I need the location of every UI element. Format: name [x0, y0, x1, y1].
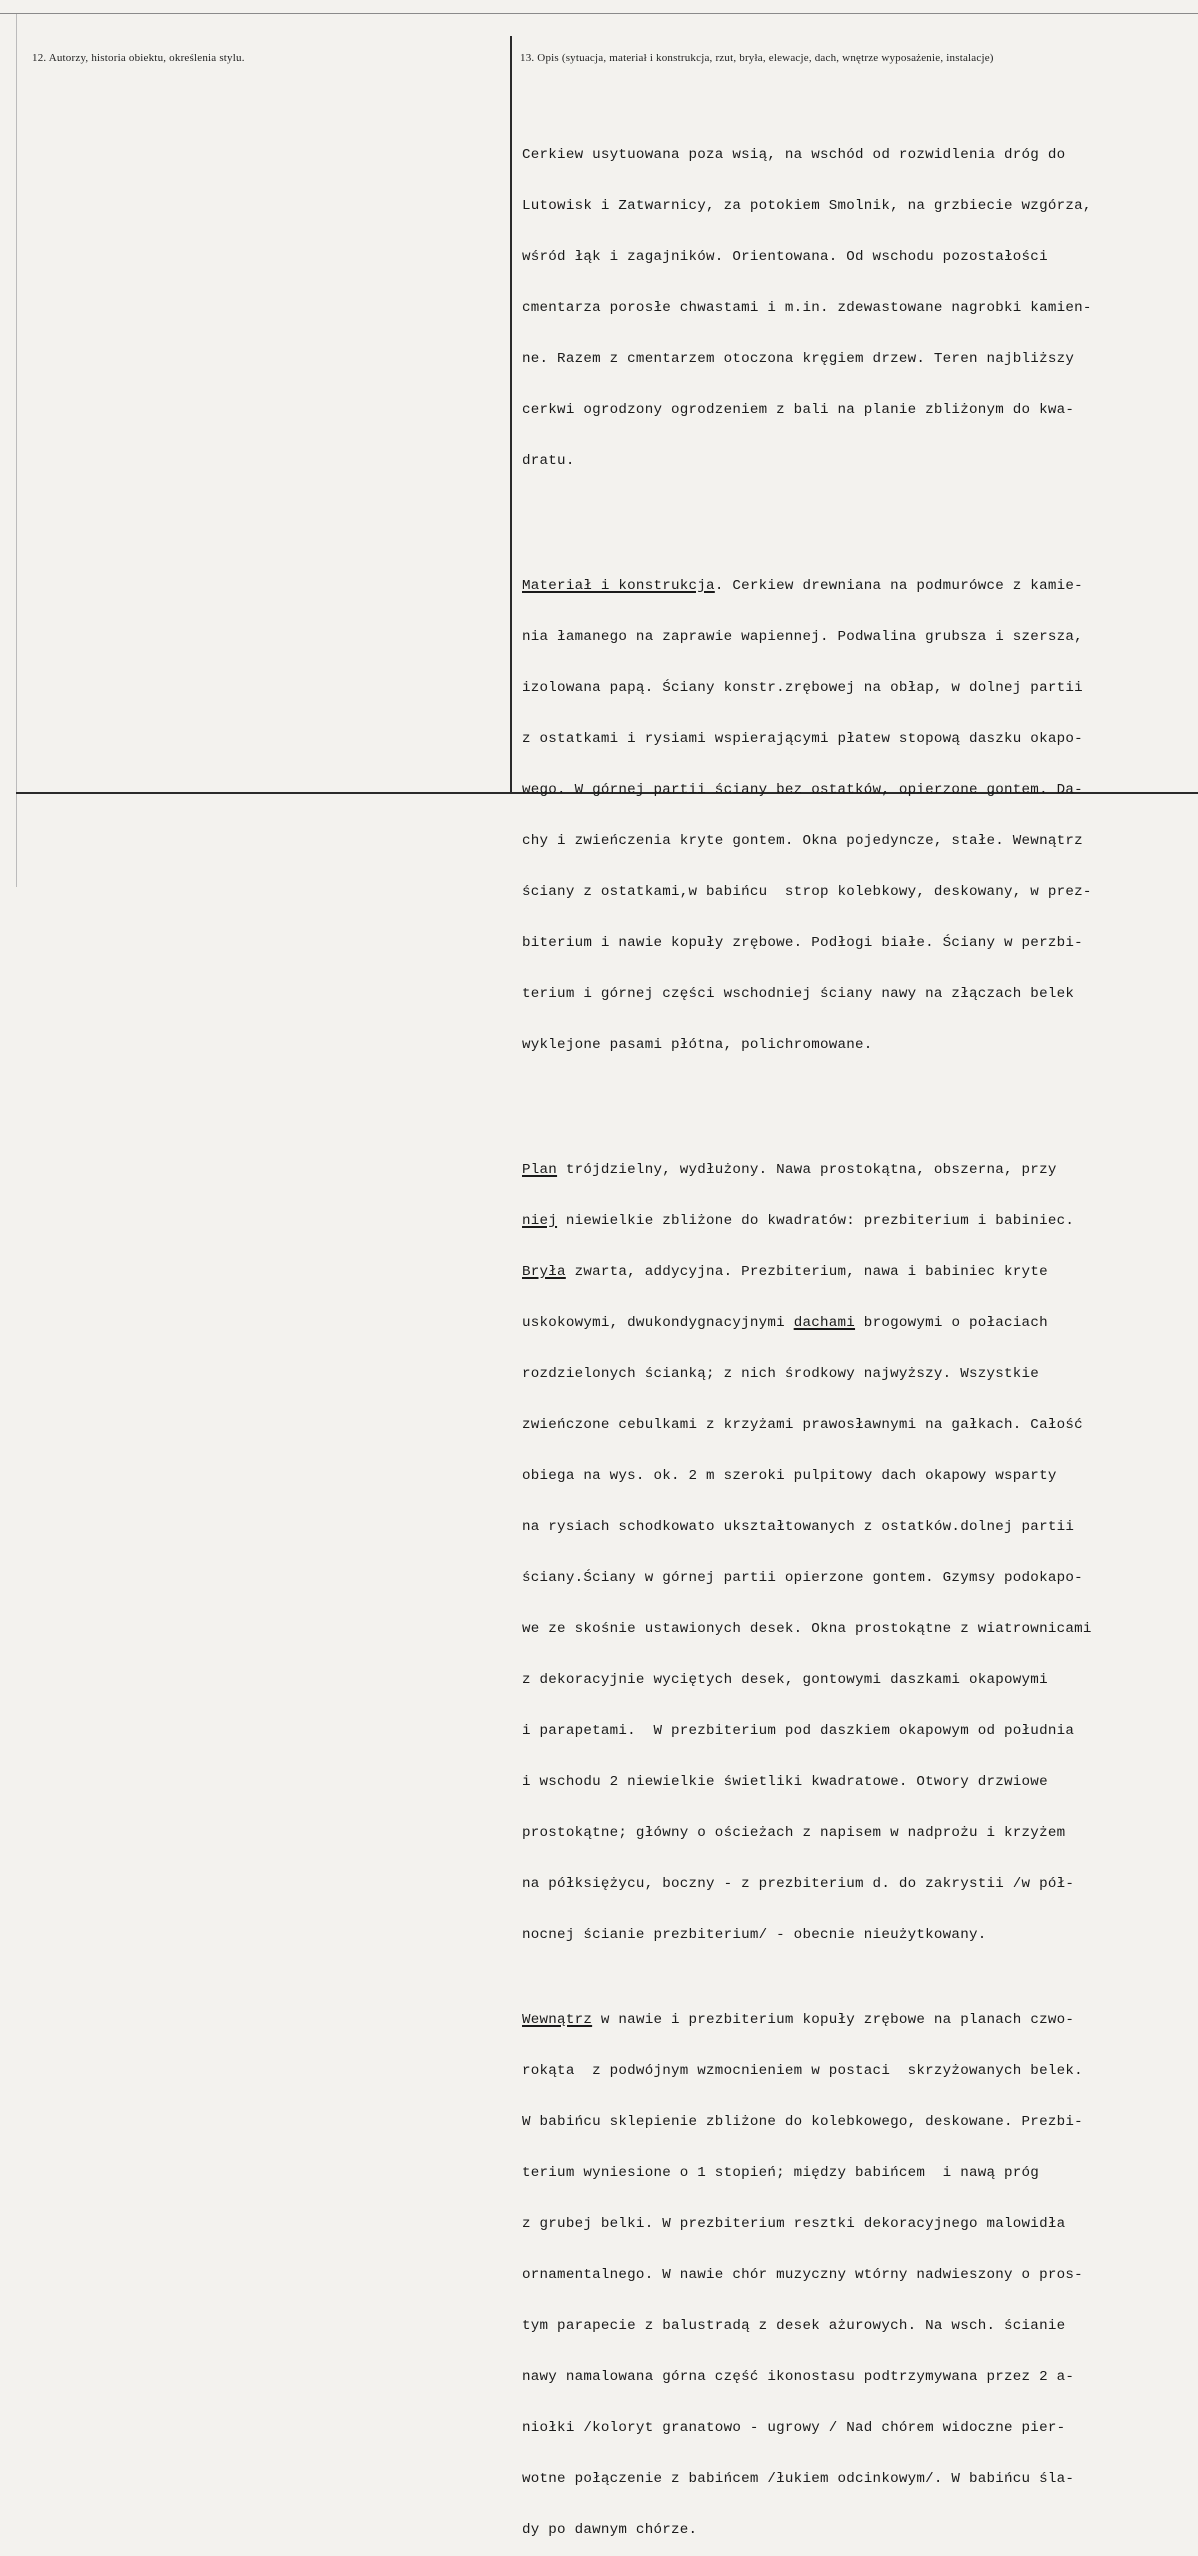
text-line: cmentarza porosłe chwastami i m.in. zdewastowane nagrobki kamien-: [522, 300, 1092, 316]
text-line: prostokątne; główny o ościeżach z napisem w nadprożu i krzyżem: [522, 1825, 1066, 1841]
text-line: dratu.: [522, 453, 575, 469]
text-line: cerkwi ogrodzony ogrodzeniem z bali na planie zbliżonym do kwa-: [522, 402, 1075, 418]
text-line: i parapetami. W prezbiterium pod daszkiem okapowym od południa: [522, 1723, 1075, 1739]
text-line: izolowana papą. Ściany konstr.zrębowej na obłap, w dolnej partii: [522, 680, 1083, 696]
text-line: ne. Razem z cmentarzem otoczona kręgiem drzew. Teren najbliższy: [522, 351, 1075, 367]
text-line: z ostatkami i rysiami wspierającymi płatew stopową daszku okapo-: [522, 731, 1083, 747]
text-line: i wschodu 2 niewielkie świetliki kwadratowe. Otwory drzwiowe: [522, 1774, 1048, 1790]
text-line: wotne połączenie z babińcem /łukiem odcinkowym/. W babińcu śla-: [522, 2471, 1075, 2487]
page-top-border: [0, 13, 1198, 14]
text-line: niej niewielkie zbliżone do kwadratów: prezbiterium i babiniec.: [522, 1213, 1075, 1229]
page-left-border: [16, 14, 17, 887]
text-line: wyklejone pasami płótna, polichromowane.: [522, 1037, 873, 1053]
heading-wewnatrz: Wewnątrz: [522, 2012, 593, 2028]
text-line: Lutowisk i Zatwarnicy, za potokiem Smolnik, na grzbiecie wzgórza,: [522, 198, 1092, 214]
text-line: terium wyniesione o 1 stopień; między babińcem i nawą próg: [522, 2165, 1040, 2181]
text-line: niołki /koloryt granatowo - ugrowy / Nad chórem widoczne pier-: [522, 2420, 1066, 2436]
text-line: biterium i nawie kopuły zrębowe. Podłogi białe. Ściany w perzbi-: [522, 935, 1083, 951]
column-divider: [510, 36, 512, 792]
heading-material: Materiał i konstrukcja: [522, 578, 715, 594]
text-line: ściany z ostatkami,w babińcu strop kolebkowy, deskowany, w prez-: [522, 884, 1092, 900]
text-line: Cerkiew usytuowana poza wsią, na wschód od rozwidlenia dróg do: [522, 147, 1066, 163]
text-line: dy po dawnym chórze.: [522, 2522, 698, 2538]
description-text: [522, 96, 1198, 2556]
text-line: rozdzielonych ścianką; z nich środkowy najwyższy. Wszystkie: [522, 1366, 1040, 1382]
heading-bryla: Bryła: [522, 1264, 566, 1280]
text-line: rokąta z podwójnym wzmocnieniem w postaci skrzyżowanych belek.: [522, 2063, 1083, 2079]
text-line: Plan trójdzielny, wydłużony. Nawa prostokątna, obszerna, przy: [522, 1162, 1057, 1178]
text-line: na rysiach schodkowato ukształtowanych z ostatków.dolnej partii: [522, 1519, 1075, 1535]
heading-dachami: dachami: [793, 1315, 856, 1331]
text-line: we ze skośnie ustawionych desek. Okna prostokątne z wiatrownicami: [522, 1621, 1092, 1637]
text-line: uskokowymi, dwukondygnacyjnymi dachami brogowymi o połaciach: [522, 1315, 1048, 1331]
text-line: terium i górnej części wschodniej ściany nawy na złączach belek: [522, 986, 1075, 1002]
text-line: z dekoracyjnie wyciętych desek, gontowymi daszkami okapowymi: [522, 1672, 1048, 1688]
text-line: Bryła zwarta, addycyjna. Prezbiterium, nawa i babiniec kryte: [522, 1264, 1048, 1280]
section-13-header: 13. Opis (sytuacja, materiał i konstrukcja, rzut, bryła, elewacje, dach, wnętrze wyposażenie, instalacje): [520, 52, 994, 64]
text-line: z grubej belki. W prezbiterium resztki dekoracyjnego malowidła: [522, 2216, 1066, 2232]
text-line: wśród łąk i zagajników. Orientowana. Od wschodu pozostałości: [522, 249, 1048, 265]
text-line: ściany.Ściany w górnej partii opierzone gontem. Gzymsy podokapo-: [522, 1570, 1083, 1586]
underlined-word: niej: [522, 1213, 558, 1229]
text-line: tym parapecie z balustradą z desek ażurowych. Na wsch. ścianie: [522, 2318, 1066, 2334]
section-12-header: 12. Autorzy, historia obiektu, określenia stylu.: [32, 52, 245, 64]
text-line: na półksiężycu, boczny - z prezbiterium d. do zakrystii /w pół-: [522, 1876, 1075, 1892]
heading-plan: Plan: [522, 1162, 558, 1178]
text-line: W babińcu sklepienie zbliżone do kolebkowego, deskowane. Prezbi-: [522, 2114, 1083, 2130]
text-line: nocnej ścianie prezbiterium/ - obecnie nieużytkowany.: [522, 1927, 987, 1943]
text-line: nia łamanego na zaprawie wapiennej. Podwalina grubsza i szersza,: [522, 629, 1083, 645]
text-line: zwieńczone cebulkami z krzyżami prawosławnymi na gałkach. Całość: [522, 1417, 1083, 1433]
text-line: chy i zwieńczenia kryte gontem. Okna pojedyncze, stałe. Wewnątrz: [522, 833, 1083, 849]
text-line: wego. W górnej partii ściany bez ostatków, opierzone gontem. Da-: [522, 782, 1083, 798]
text-line: ornamentalnego. W nawie chór muzyczny wtórny nadwieszony o pros-: [522, 2267, 1083, 2283]
text-line: Materiał i konstrukcja. Cerkiew drewniana na podmurówce z kamie-: [522, 578, 1083, 594]
text-line: obiega na wys. ok. 2 m szeroki pulpitowy dach okapowy wsparty: [522, 1468, 1057, 1484]
text-line: nawy namalowana górna część ikonostasu podtrzymywana przez 2 a-: [522, 2369, 1075, 2385]
text-line: Wewnątrz w nawie i prezbiterium kopuły zrębowe na planach czwo-: [522, 2012, 1075, 2028]
